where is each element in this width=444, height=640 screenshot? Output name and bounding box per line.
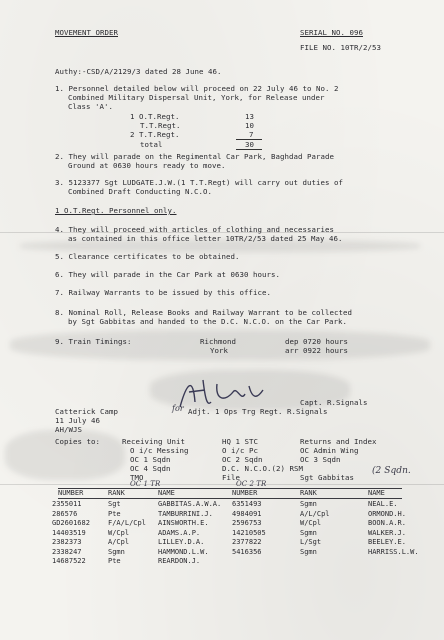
para-7: 7. Railway Warrants to be issued by this office. <box>55 288 271 297</box>
table-cell: 14210505 <box>232 528 266 537</box>
column-header: NAME <box>158 489 175 497</box>
copy-recipient: OC 4 Sqdn <box>130 464 171 473</box>
table-cell: L/Sgt <box>300 538 322 546</box>
table-cell: Pte <box>108 557 121 565</box>
count-value: 13 <box>245 112 254 121</box>
fold-line <box>0 484 444 485</box>
para-5: 5. Clearance certificates to be obtained. <box>55 252 240 261</box>
para-4-line-1: 4. They will proceed with articles of clothing and necessaries <box>55 225 334 234</box>
table-cell: LILLEY.D.A. <box>158 538 205 546</box>
para-2-line-1: 2. They will parade on the Regimental Car Park, Baghdad Parade <box>55 152 334 161</box>
column-header: NAME <box>368 489 385 497</box>
date: 11 July 46 <box>55 416 100 425</box>
table-row <box>0 548 444 557</box>
table-cell: 14403519 <box>52 528 86 537</box>
table-row <box>0 529 444 538</box>
para-2-line-2: Ground at 0630 hours ready to move. <box>68 161 226 170</box>
copy-recipient: OC 1 Sqdn <box>130 455 171 464</box>
handwritten-note: OC 1 TR <box>130 480 161 488</box>
table-cell: HARRISS.L.W. <box>368 547 419 556</box>
signatory-rank: Capt. R.Signals <box>300 398 368 407</box>
count-label: T.T.Regt. <box>140 121 181 130</box>
table-cell: Sgt <box>108 500 121 508</box>
table-cell: Sgmn <box>300 528 317 537</box>
file-number: FILE NO. 10TR/2/53 <box>300 43 381 52</box>
para-1-line-1: 1. Personnel detailed below will proceed on 22 July 46 to No. 2 <box>55 84 339 93</box>
table-cell: Sgmn <box>108 547 125 556</box>
signatory-role: Adjt. 1 Ops Trg Regt. R.Signals <box>188 407 328 416</box>
table-cell: BEELEY.E. <box>368 538 406 546</box>
table-cell: W/Cpl <box>300 519 322 527</box>
table-cell: TAMBURRINI.J. <box>158 509 213 518</box>
total-rule <box>236 149 262 150</box>
column-header: NUMBER <box>232 489 258 497</box>
serial-number: SERIAL NO. 096 <box>300 28 363 37</box>
signature-text <box>200 380 206 389</box>
table-row <box>0 538 444 547</box>
copies-label: Copies to: <box>55 437 100 446</box>
table-cell: 286576 <box>52 509 78 518</box>
table-cell: 4984091 <box>232 509 262 518</box>
copy-recipient: Sgt Gabbitas <box>300 473 354 482</box>
copy-recipient: OC Admin Wing <box>300 446 359 455</box>
table-cell: ADAMS.A.P. <box>158 528 201 537</box>
para-9-label: 9. Train Timings: <box>55 337 132 346</box>
para-8-line-2: by Sgt Gabbitas and handed to the D.C. N.C.O. on the Car Park. <box>68 317 347 326</box>
table-row <box>0 557 444 566</box>
handwritten-annotation: (2 Sqdn. <box>372 466 411 476</box>
station-time: dep 0720 hours <box>285 337 348 346</box>
para-3-line-2: Combined Draft Conducting N.C.O. <box>68 187 212 196</box>
copy-recipient: TMO <box>130 473 144 482</box>
table-cell: A/L/Cpl <box>300 509 330 518</box>
table-cell: 6351493 <box>232 500 262 508</box>
handwritten-note: OC 2 TR <box>236 480 267 488</box>
place: Catterick Camp <box>55 407 118 416</box>
section-heading: 1 O.T.Regt. Personnel only. <box>55 206 177 215</box>
table-cell: HAMMOND.L.W. <box>158 547 209 556</box>
count-value: 30 <box>245 140 254 149</box>
station-time: arr 0922 hours <box>285 346 348 355</box>
copy-recipient: Returns and Index <box>300 437 377 446</box>
count-label: 2 T.T.Regt. <box>130 130 180 139</box>
table-header-row <box>0 489 444 498</box>
column-header: RANK <box>300 489 317 497</box>
table-cell: 2355011 <box>52 500 82 508</box>
copy-recipient: OC 2 Sqdn <box>222 455 263 464</box>
authority-line: Authy:-CSD/A/2129/3 dated 28 June 46. <box>55 67 222 76</box>
table-rule <box>58 498 402 499</box>
table-cell: REARDON.J. <box>158 557 201 565</box>
table-cell: F/A/L/Cpl <box>108 519 146 527</box>
table-cell: Pte <box>108 509 121 518</box>
count-value: 7 <box>249 130 254 139</box>
table-cell: 2377822 <box>232 538 262 546</box>
station-name: York <box>210 346 228 355</box>
table-cell: Sgmn <box>300 547 317 556</box>
table-cell: ORMOND.H. <box>368 509 406 518</box>
column-header: RANK <box>108 489 125 497</box>
count-label: 1 O.T.Regt. <box>130 112 180 121</box>
copy-recipient: File <box>222 473 240 482</box>
column-header: NUMBER <box>58 489 84 497</box>
station-name: Richmond <box>200 337 236 346</box>
table-cell: NEAL.E. <box>368 500 398 508</box>
table-cell: BOON.A.R. <box>368 519 406 527</box>
table-cell: WALKER.J. <box>368 528 406 537</box>
signatory-for: for <box>172 404 184 413</box>
table-cell: 2382373 <box>52 538 82 546</box>
copy-recipient: HQ 1 STC <box>222 437 258 446</box>
table-cell: AINSWORTH.E. <box>158 519 209 527</box>
table-cell: A/Cpl <box>108 538 130 546</box>
table-cell: 2596753 <box>232 519 262 527</box>
para-1-line-2: Combined Military Dispersal Unit, York, for Release under <box>68 93 325 102</box>
table-cell: 5416356 <box>232 547 262 556</box>
table-cell: 2338247 <box>52 547 82 556</box>
table-row <box>0 519 444 528</box>
para-1-line-3: Class 'A'. <box>68 102 113 111</box>
table-cell: GD2601682 <box>52 519 90 527</box>
table-row <box>0 500 444 509</box>
table-cell: 14687522 <box>52 557 86 565</box>
para-4-line-2: as contained in this office letter 10TR/2/53 dated 25 May 46. <box>68 234 343 243</box>
copy-recipient: D.C. N.C.O.(2) RSM <box>222 464 303 473</box>
copy-recipient: OC 3 Sqdn <box>300 455 341 464</box>
table-cell: GABBITAS.A.W.A. <box>158 500 222 508</box>
table-cell: Sgmn <box>300 500 317 508</box>
document-title: MOVEMENT ORDER <box>55 28 118 37</box>
count-label: total <box>140 140 163 149</box>
copy-recipient: O i/c Messing <box>130 446 189 455</box>
para-3-line-1: 3. 5123377 Sgt LUDGATE.J.W.(1 T.T.Regt) will carry out duties of <box>55 178 343 187</box>
para-6: 6. They will parade in the Car Park at 0630 hours. <box>55 270 280 279</box>
table-cell: W/Cpl <box>108 528 130 537</box>
reference: AH/WJS <box>55 425 82 434</box>
para-8-line-1: 8. Nominal Roll, Release Books and Railway Warrant to be collected <box>55 308 352 317</box>
copy-recipient: O i/c Pc <box>222 446 258 455</box>
copy-recipient: Receiving Unit <box>122 437 185 446</box>
count-value: 10 <box>245 121 254 130</box>
table-row <box>0 510 444 519</box>
